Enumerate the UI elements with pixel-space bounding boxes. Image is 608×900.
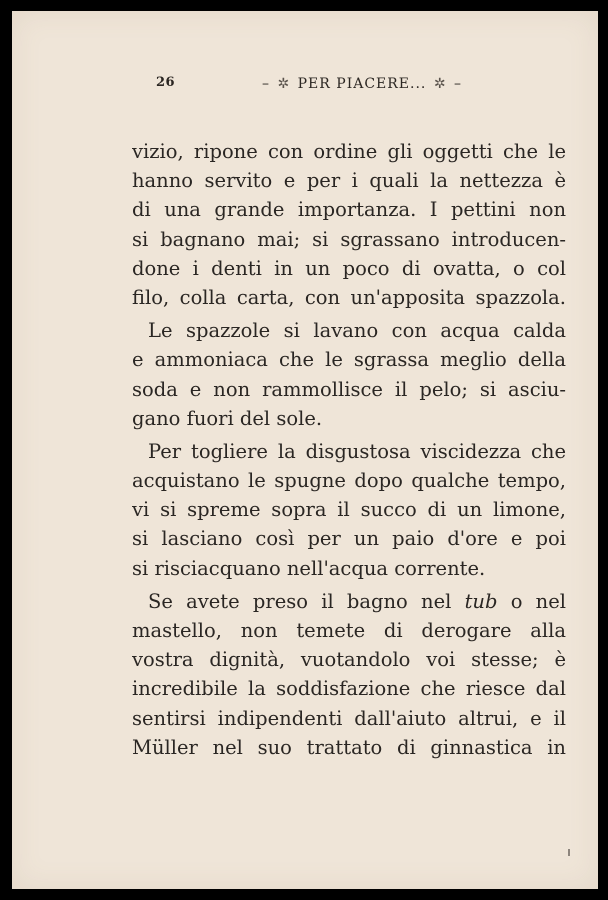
paragraph-4-line: incredibile la soddisfazione che riesce dal bbox=[132, 677, 566, 701]
running-header bbox=[12, 75, 598, 99]
paragraph-4-line-1-after: o nel bbox=[497, 589, 566, 613]
ornament-left-icon: ✲ bbox=[277, 76, 291, 92]
paragraph-3-line: acquistano le spugne dopo qualche tempo, bbox=[132, 469, 566, 493]
paragraph-1-line: vizio, ripone con ordine gli oggetti che le bbox=[132, 140, 566, 163]
paragraph-2 bbox=[132, 316, 566, 433]
paragraph-1-line: si bagnano mai; si sgrassano introducen- bbox=[132, 227, 566, 251]
page-number: 26 bbox=[156, 75, 176, 90]
paragraph-4-line: vostra dignità, vuotandolo voi stesse; è bbox=[132, 648, 566, 672]
paragraph-4-line-1 bbox=[132, 587, 566, 616]
paragraph-1-line: hanno servito e per i quali la nettezza è bbox=[132, 169, 566, 193]
paragraph-4-line-1-before: Se avete preso il bagno nel bbox=[148, 589, 465, 613]
paragraph-4-line: Müller nel suo trattato di ginnastica in bbox=[132, 735, 566, 759]
running-head-title bbox=[262, 76, 462, 92]
paragraph-1-line: filo, colla carta, con un'apposita spazzola. bbox=[132, 285, 566, 309]
header-dash-right: – bbox=[454, 76, 463, 92]
paragraph-1-line: di una grande importanza. I pettini non bbox=[132, 198, 566, 222]
paragraph-4-line: mastello, non temete di derogare alla bbox=[132, 619, 566, 642]
paragraph-3-line: Per togliere la disgustosa viscidezza che bbox=[148, 439, 566, 463]
paragraph-2-line: gano fuori del sole. bbox=[132, 406, 323, 430]
paragraph-4 bbox=[132, 587, 566, 762]
paragraph-4-italic-word: tub bbox=[464, 589, 498, 613]
paragraph-3 bbox=[132, 437, 566, 583]
paragraph-2-line: e ammoniaca che le sgrassa meglio della bbox=[132, 348, 566, 372]
header-title: PER PIACERE... bbox=[297, 76, 427, 92]
paragraph-3-line: si risciacquano nell'acqua corrente. bbox=[132, 556, 486, 580]
paragraph-2-line: soda e non rammollisce il pelo; si asciu- bbox=[132, 377, 566, 401]
paragraph-1-line: done i denti in un poco di ovatta, o col bbox=[132, 256, 566, 280]
print-mark bbox=[568, 849, 570, 856]
paragraph-2-line: Le spazzole si lavano con acqua calda bbox=[148, 319, 566, 343]
ornament-right-icon: ✲ bbox=[433, 76, 447, 92]
book-page bbox=[12, 11, 598, 889]
paragraph-4-line: sentirsi indipendenti dall'aiuto altrui, e il bbox=[132, 706, 566, 730]
body-text bbox=[132, 137, 566, 762]
paragraph-1 bbox=[132, 137, 566, 312]
paragraph-3-line: si lasciano così per un paio d'ore e poi bbox=[132, 527, 566, 551]
paragraph-3-line: vi si spreme sopra il succo di un limone, bbox=[132, 498, 566, 522]
header-dash-left: – bbox=[262, 76, 270, 92]
